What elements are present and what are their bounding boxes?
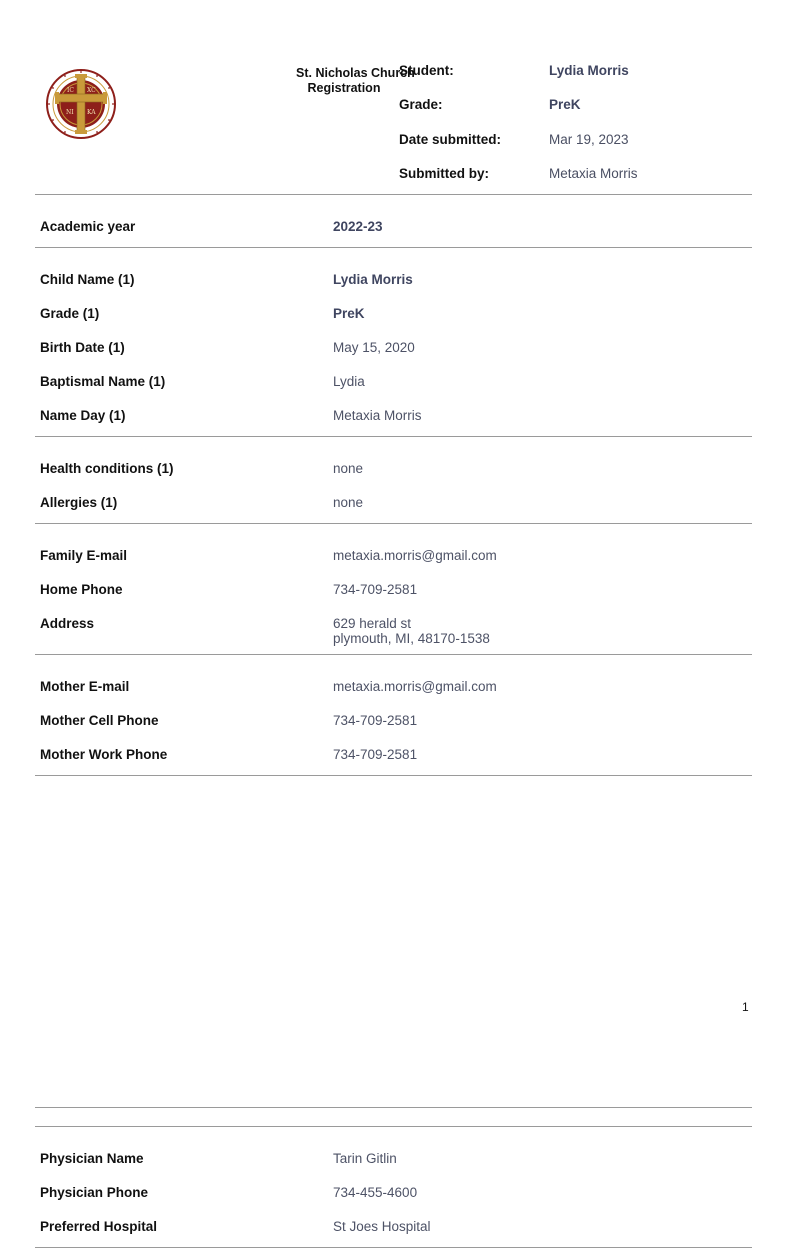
preferred-hospital-label: Preferred Hospital (40, 1219, 158, 1234)
seal-letter-ka: KA (87, 109, 96, 116)
seal-icon (45, 68, 117, 140)
divider (35, 436, 752, 437)
academic-year-label: Academic year (40, 219, 136, 234)
grade-value: PreK (549, 97, 581, 112)
birth-date-label: Birth Date (1) (40, 340, 125, 355)
divider (35, 247, 752, 248)
child-grade-label: Grade (1) (40, 306, 100, 321)
seal-letter-ni: NI (66, 109, 74, 116)
address-line-1: 629 herald st (333, 616, 412, 631)
family-email-label: Family E-mail (40, 548, 128, 563)
baptismal-name-value: Lydia (333, 374, 365, 389)
date-submitted-label: Date submitted: (399, 132, 502, 147)
baptismal-name-label: Baptismal Name (1) (40, 374, 166, 389)
home-phone-value: 734-709-2581 (333, 582, 418, 597)
physician-name-label: Physician Name (40, 1151, 144, 1166)
page-number: 1 (742, 1000, 749, 1014)
physician-phone-value: 734-455-4600 (333, 1185, 418, 1200)
name-day-label: Name Day (1) (40, 408, 126, 423)
title-line-2: Registration (307, 81, 381, 95)
student-label: Student: (399, 63, 454, 78)
divider (35, 1247, 752, 1248)
academic-year-value: 2022-23 (333, 219, 383, 234)
address-line-2: plymouth, MI, 48170-1538 (333, 631, 490, 646)
allergies-label: Allergies (1) (40, 495, 118, 510)
child-name-label: Child Name (1) (40, 272, 135, 287)
mother-work-phone-label: Mother Work Phone (40, 747, 168, 762)
divider (35, 1126, 752, 1127)
address-label: Address (40, 616, 95, 631)
birth-date-value: May 15, 2020 (333, 340, 415, 355)
grade-label: Grade: (399, 97, 443, 112)
student-value: Lydia Morris (549, 63, 629, 78)
physician-phone-label: Physician Phone (40, 1185, 149, 1200)
child-name-value: Lydia Morris (333, 272, 413, 287)
submitted-by-label: Submitted by: (399, 166, 489, 181)
submitted-by-value: Metaxia Morris (549, 166, 638, 181)
divider (35, 194, 752, 195)
divider (35, 775, 752, 776)
preferred-hospital-value: St Joes Hospital (333, 1219, 431, 1234)
divider (35, 654, 752, 655)
health-conditions-label: Health conditions (1) (40, 461, 174, 476)
mother-cell-phone-value: 734-709-2581 (333, 713, 418, 728)
divider (35, 523, 752, 524)
mother-cell-phone-label: Mother Cell Phone (40, 713, 159, 728)
divider (35, 1107, 752, 1108)
mother-email-label: Mother E-mail (40, 679, 130, 694)
date-submitted-value: Mar 19, 2023 (549, 132, 629, 147)
health-conditions-value: none (333, 461, 364, 476)
family-email-value: metaxia.morris@gmail.com (333, 548, 497, 563)
form-title (260, 66, 415, 100)
mother-work-phone-value: 734-709-2581 (333, 747, 418, 762)
allergies-value: none (333, 495, 364, 510)
seal-letter-ic: IC (67, 87, 74, 94)
mother-email-value: metaxia.morris@gmail.com (333, 679, 497, 694)
title-line-1: St. Nicholas Church (296, 66, 415, 80)
physician-name-value: Tarin Gitlin (333, 1151, 397, 1166)
church-seal-logo (45, 68, 117, 140)
child-grade-value: PreK (333, 306, 365, 321)
home-phone-label: Home Phone (40, 582, 123, 597)
seal-letter-xc: XC (87, 87, 96, 94)
name-day-value: Metaxia Morris (333, 408, 422, 423)
